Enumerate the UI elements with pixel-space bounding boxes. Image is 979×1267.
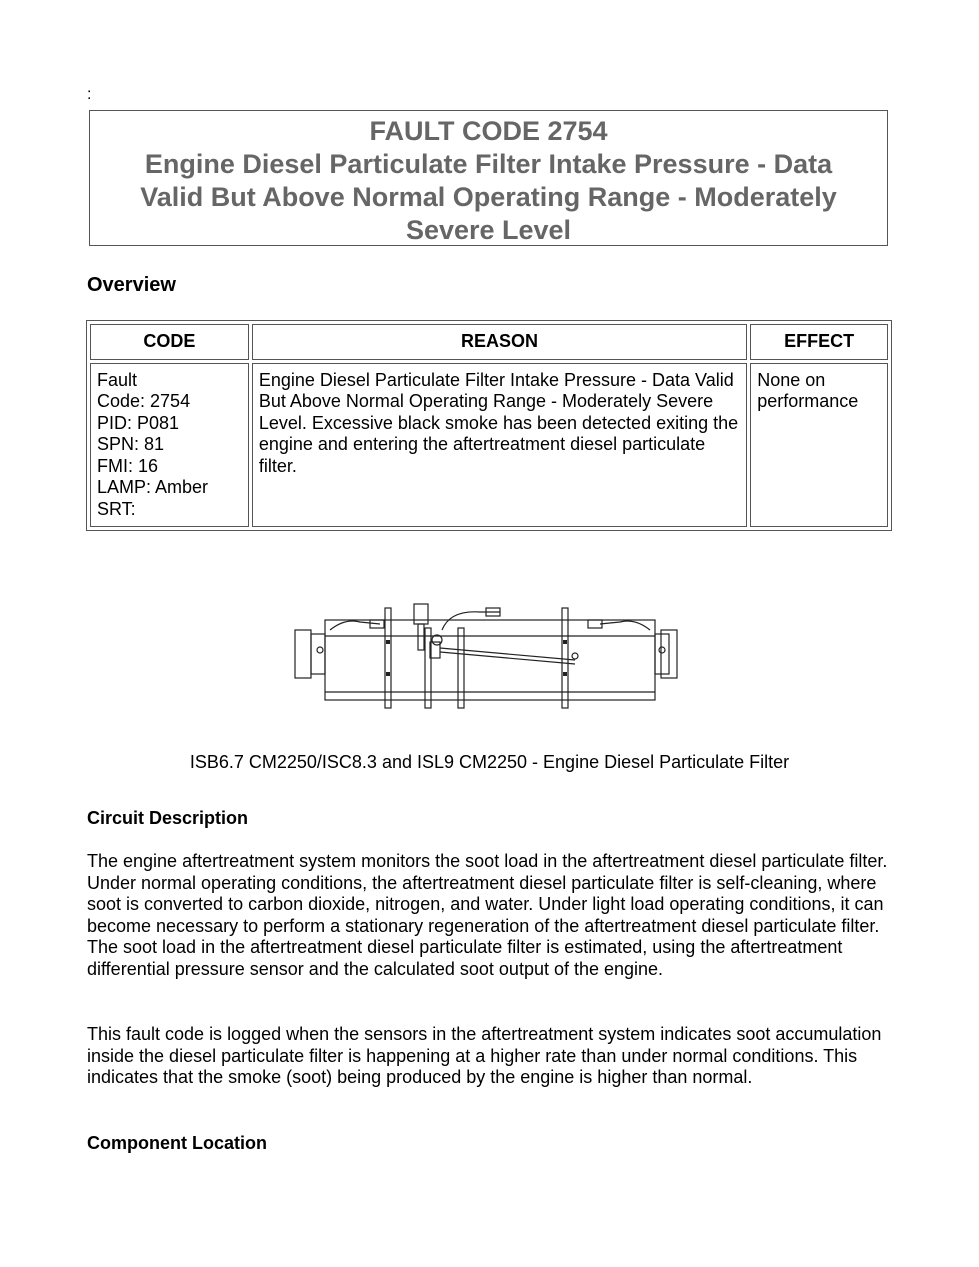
effect-header: EFFECT bbox=[750, 324, 888, 360]
code-header: CODE bbox=[90, 324, 249, 360]
fault-table bbox=[86, 320, 892, 531]
fault-code-title: FAULT CODE 2754 bbox=[369, 116, 608, 146]
code-line: LAMP: Amber bbox=[97, 477, 209, 497]
dpf-body-outline bbox=[325, 620, 655, 700]
code-line: SRT: bbox=[97, 498, 136, 519]
reason-header: REASON bbox=[252, 324, 747, 360]
code-cell bbox=[90, 363, 249, 528]
component-location-heading: Component Location bbox=[87, 1133, 267, 1153]
table-header-row bbox=[90, 324, 888, 360]
code-line: FMI: 16 bbox=[97, 455, 159, 476]
overview-heading: Overview bbox=[87, 274, 176, 296]
code-line: PID: P081 bbox=[97, 412, 180, 433]
table-row bbox=[90, 363, 888, 528]
code-line: Code: 2754 bbox=[97, 391, 191, 411]
reason-cell: Engine Diesel Particulate Filter Intake Pressure - Data Valid But Above Normal Operating Range - Moderately Severe Level. Excessive black smoke has been detected exiting the engine and entering the aftertreatment diesel particulate filter. bbox=[252, 363, 747, 528]
fault-title-box bbox=[89, 110, 888, 246]
circuit-paragraph-1: The engine aftertreatment system monitors the soot load in the aftertreatment diesel particulate filter. Under normal operating conditions, the aftertreatment diesel particulate filter is self-cleaning, where soot is converted to carbon dioxide, nitrogen, and water. Under light load operating conditions, it can become necessary to perform a stationary regeneration of the aftertreatment diesel particulate filter. The soot load in the aftertreatment diesel particulate filter is estimated, using the aftertreatment differential pressure sensor and the calculated soot output of the engine. bbox=[87, 851, 888, 979]
circuit-description-heading: Circuit Description bbox=[87, 808, 249, 828]
code-line: Fault bbox=[97, 369, 138, 390]
page-marker: : bbox=[87, 86, 92, 103]
code-line: SPN: 81 bbox=[97, 434, 165, 454]
effect-cell: None on performance bbox=[750, 363, 888, 528]
circuit-paragraph-2: This fault code is logged when the sensors in the aftertreatment system indicates soot accumulation inside the diesel particulate filter is happening at a higher rate than under normal conditions. This indicates that the smoke (soot) being produced by the engine is higher than normal. bbox=[87, 1024, 882, 1088]
fault-description-title: Engine Diesel Particulate Filter Intake Pressure - Data Valid But Above Normal Operating Range - Moderately Severe Level bbox=[140, 149, 837, 245]
dpf-diagram bbox=[290, 600, 690, 750]
figure-caption: ISB6.7 CM2250/ISC8.3 and ISL9 CM2250 - Engine Diesel Particulate Filter bbox=[189, 752, 790, 772]
